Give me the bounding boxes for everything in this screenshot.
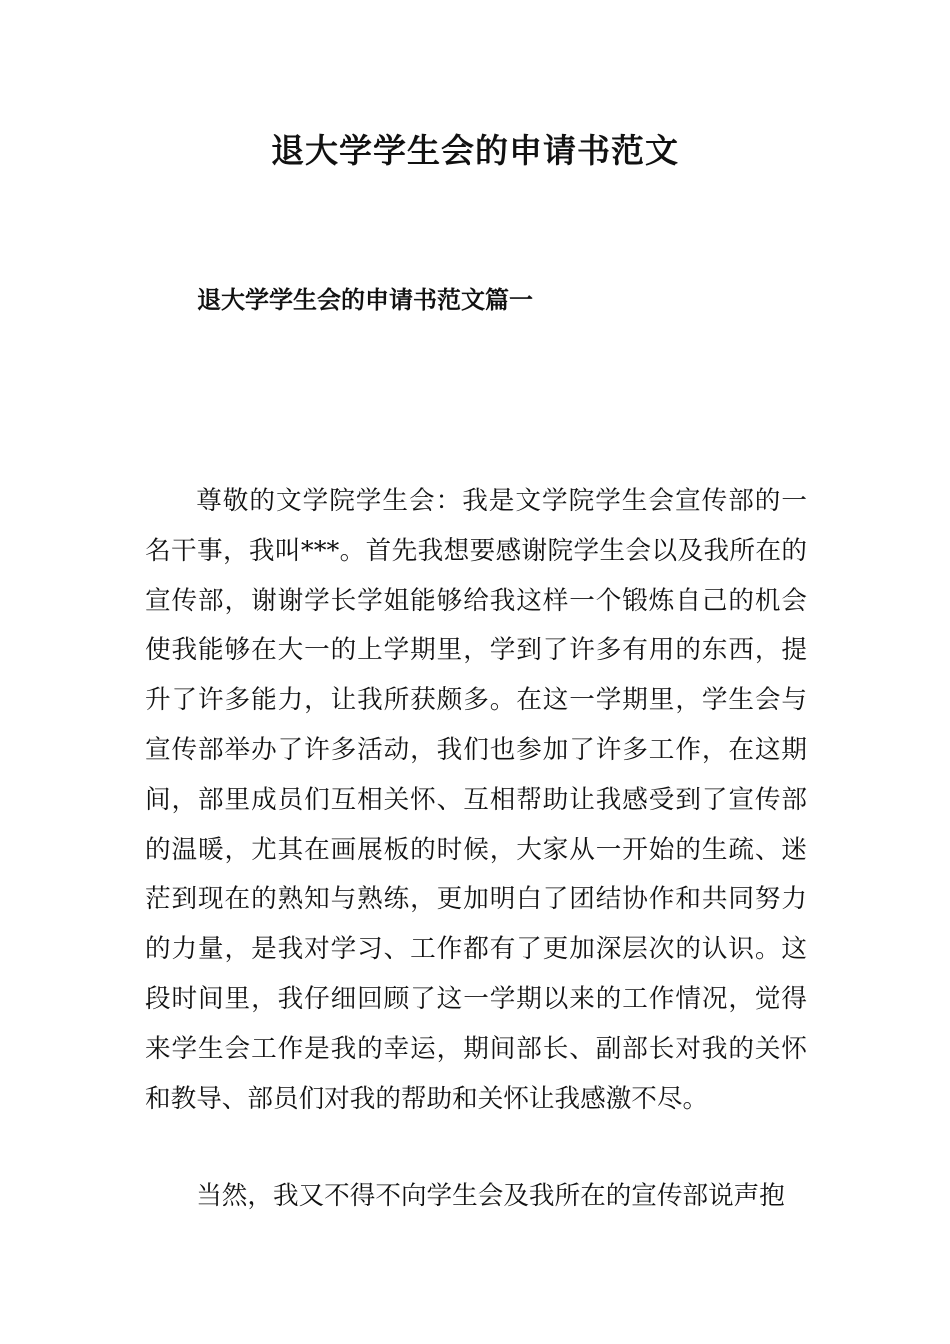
body-paragraph-2: 当然，我又不得不向学生会及我所在的宣传部说声抱 (196, 1181, 785, 1211)
body-paragraph-1: 尊敬的文学院学生会：我是文学院学生会宣传部的一名干事，我叫***。首先我想要感谢院学生会以及我所在的宣传部，谢谢学长学姐能够给我这样一个锻炼自己的机会使我能够在大一的上学期里，学到了许多有用的东西，提升了许多能力，让我所获颇多。在这一学期里，学生会与宣传部举办了许多活动，我们也参加了许多工作，在这期间，部里成员们互相关怀、互相帮助让我感受到了宣传部的温暖，尤其在画展板的时候，大家从一开始的生疏、迷茫到现在的熟知与熟练，更加明白了团结协作和共同努力的力量，是我对学习、工作都有了更加深层次的认识。这段时间里，我仔细回顾了这一学期以来的工作情况，觉得来学生会工作是我的幸运，期间部长、副部长对我的关怀和教导、部员们对我的帮助和关怀让我感激不尽。 (145, 486, 807, 1114)
section-heading: 退大学学生会的申请书范文篇一 (197, 285, 533, 314)
document-title: 退大学学生会的申请书范文 (271, 131, 679, 170)
